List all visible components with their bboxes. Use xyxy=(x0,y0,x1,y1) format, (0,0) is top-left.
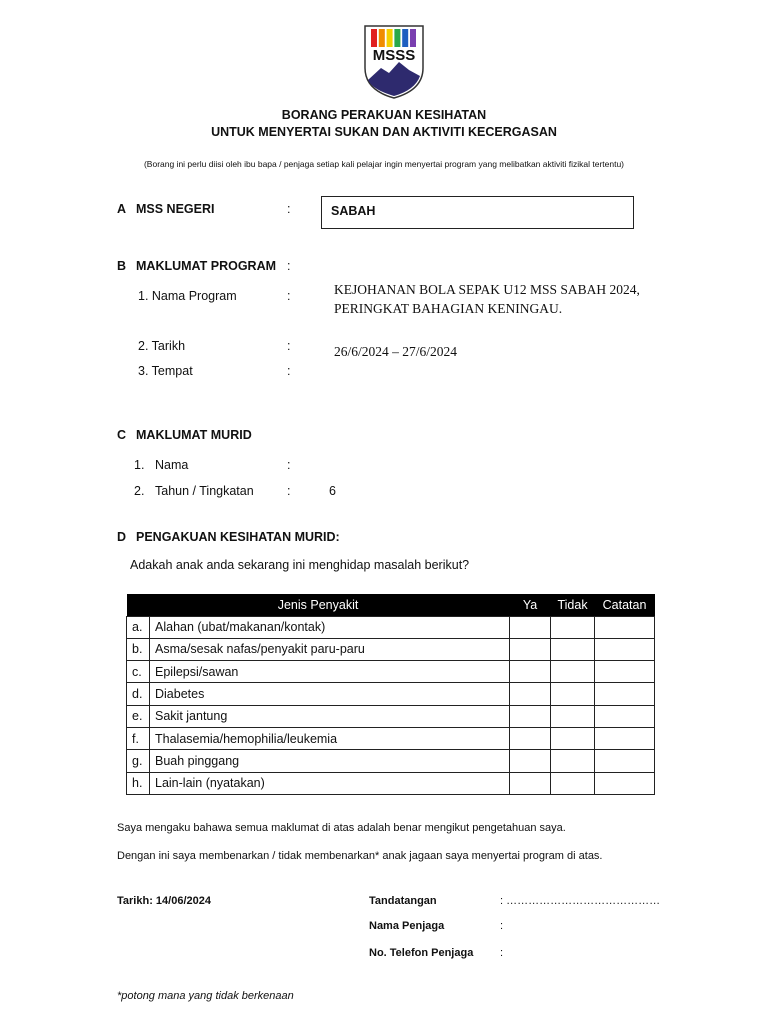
section-d-label: PENGAKUAN KESIHATAN MURID: xyxy=(136,530,340,544)
row-index: g. xyxy=(127,750,150,772)
tarikh-signed: Tarikh: 14/06/2024 xyxy=(117,895,211,907)
row-index: d. xyxy=(127,683,150,705)
header-catatan: Catatan xyxy=(595,594,655,616)
tahun-value: 6 xyxy=(329,484,336,498)
tarikh-value: 26/6/2024 – 27/6/2024 xyxy=(334,344,458,359)
header-jenis-penyakit: Jenis Penyakit xyxy=(127,594,510,616)
form-title: BORANG PERAKUAN KESIHATAN xyxy=(281,108,487,122)
row-ya-cell[interactable] xyxy=(510,616,551,638)
row-disease-name: Sakit jantung xyxy=(150,705,510,727)
logo-stripe xyxy=(394,29,400,47)
row-ya-cell[interactable] xyxy=(510,638,551,660)
mss-negeri-field[interactable]: SABAH xyxy=(321,196,634,229)
nama-program-value-line2: PERINGKAT BAHAGIAN KENINGAU. xyxy=(334,301,563,316)
row-ya-cell[interactable] xyxy=(510,661,551,683)
row-tidak-cell[interactable] xyxy=(551,616,595,638)
row-catatan-cell[interactable] xyxy=(595,638,655,660)
section-b-label: MAKLUMAT PROGRAM xyxy=(136,259,277,273)
disease-table xyxy=(126,594,655,795)
section-c-letter: C xyxy=(117,428,127,442)
table-row xyxy=(127,772,655,794)
tahun-colon: : xyxy=(287,484,291,498)
table-row xyxy=(127,661,655,683)
nama-penjaga-field[interactable]: : xyxy=(500,920,504,932)
logo-stripe xyxy=(402,29,408,47)
row-disease-name: Thalasemia/hemophilia/leukemia xyxy=(150,727,510,749)
row-tidak-cell[interactable] xyxy=(551,705,595,727)
nama-program-value-line1: KEJOHANAN BOLA SEPAK U12 MSS SABAH 2024, xyxy=(334,282,640,297)
row-index: h. xyxy=(127,772,150,794)
row-ya-cell[interactable] xyxy=(510,727,551,749)
row-tidak-cell[interactable] xyxy=(551,727,595,749)
table-row xyxy=(127,638,655,660)
row-disease-name: Asma/sesak nafas/penyakit paru-paru xyxy=(150,638,510,660)
row-tidak-cell[interactable] xyxy=(551,750,595,772)
row-ya-cell[interactable] xyxy=(510,705,551,727)
row-catatan-cell[interactable] xyxy=(595,683,655,705)
tempat-label: 3. Tempat xyxy=(138,364,193,378)
declaration-line1: Saya mengaku bahawa semua maklumat di atas adalah benar mengikut pengetahuan saya. xyxy=(117,822,566,834)
row-index: b. xyxy=(127,638,150,660)
nama-program-colon: : xyxy=(287,289,291,303)
declaration-line2: Dengan ini saya membenarkan / tidak membenarkan* anak jagaan saya menyertai program di atas. xyxy=(117,850,603,862)
table-header-row xyxy=(127,594,655,616)
nama-label: Nama xyxy=(155,458,189,472)
row-catatan-cell[interactable] xyxy=(595,750,655,772)
header-ya: Ya xyxy=(510,594,551,616)
table-row xyxy=(127,683,655,705)
row-index: c. xyxy=(127,661,150,683)
row-catatan-cell[interactable] xyxy=(595,661,655,683)
section-c-label: MAKLUMAT MURID xyxy=(136,428,252,442)
row-index: e. xyxy=(127,705,150,727)
row-index: a. xyxy=(127,616,150,638)
logo-stripe xyxy=(371,29,377,47)
nama-program-label: 1. Nama Program xyxy=(138,289,237,303)
telefon-penjaga-label: No. Telefon Penjaga xyxy=(369,947,474,959)
table-row xyxy=(127,705,655,727)
row-ya-cell[interactable] xyxy=(510,750,551,772)
logo-stripe xyxy=(387,29,393,47)
row-catatan-cell[interactable] xyxy=(595,772,655,794)
form-subtitle: UNTUK MENYERTAI SUKAN DAN AKTIVITI KECERGASAN xyxy=(211,125,557,139)
table-row xyxy=(127,616,655,638)
row-disease-name: Alahan (ubat/makanan/kontak) xyxy=(150,616,510,638)
row-catatan-cell[interactable] xyxy=(595,727,655,749)
tandatangan-label: Tandatangan xyxy=(369,895,437,907)
tempat-colon: : xyxy=(287,364,291,378)
msss-logo xyxy=(363,24,425,100)
row-disease-name: Lain-lain (nyatakan) xyxy=(150,772,510,794)
section-d-letter: D xyxy=(117,530,127,544)
section-a-label: MSS NEGERI xyxy=(136,202,215,216)
row-tidak-cell[interactable] xyxy=(551,772,595,794)
header-tidak: Tidak xyxy=(551,594,595,616)
tarikh-colon: : xyxy=(287,339,291,353)
row-ya-cell[interactable] xyxy=(510,683,551,705)
row-disease-name: Diabetes xyxy=(150,683,510,705)
row-disease-name: Buah pinggang xyxy=(150,750,510,772)
section-a-colon: : xyxy=(287,202,291,216)
row-ya-cell[interactable] xyxy=(510,772,551,794)
row-catatan-cell[interactable] xyxy=(595,616,655,638)
section-b-letter: B xyxy=(117,259,127,273)
row-tidak-cell[interactable] xyxy=(551,683,595,705)
tandatangan-field[interactable]: : …………………………………… xyxy=(500,895,661,907)
logo-stripe xyxy=(379,29,385,47)
table-row xyxy=(127,727,655,749)
logo-text: MSSS xyxy=(372,47,416,64)
logo-stripe xyxy=(410,29,416,47)
health-question: Adakah anak anda sekarang ini menghidap masalah berikut? xyxy=(130,558,470,572)
row-catatan-cell[interactable] xyxy=(595,705,655,727)
telefon-penjaga-field[interactable]: : xyxy=(500,947,504,959)
section-a-letter: A xyxy=(117,202,127,216)
footnote: *potong mana yang tidak berkenaan xyxy=(117,990,294,1002)
nama-penjaga-label: Nama Penjaga xyxy=(369,920,445,932)
nama-num: 1. xyxy=(134,458,145,472)
row-tidak-cell[interactable] xyxy=(551,638,595,660)
form-instructions: (Borang ini perlu diisi oleh ibu bapa / penjaga setiap kali pelajar ingin menyertai program yang melibatkan aktiviti fizikal tertentu) xyxy=(143,159,625,169)
table-row xyxy=(127,750,655,772)
row-disease-name: Epilepsi/sawan xyxy=(150,661,510,683)
row-index: f. xyxy=(127,727,150,749)
tahun-num: 2. xyxy=(134,484,145,498)
row-tidak-cell[interactable] xyxy=(551,661,595,683)
section-b-colon: : xyxy=(287,259,291,273)
tahun-label: Tahun / Tingkatan xyxy=(155,484,254,498)
nama-colon: : xyxy=(287,458,291,472)
tarikh-label: 2. Tarikh xyxy=(138,339,186,353)
